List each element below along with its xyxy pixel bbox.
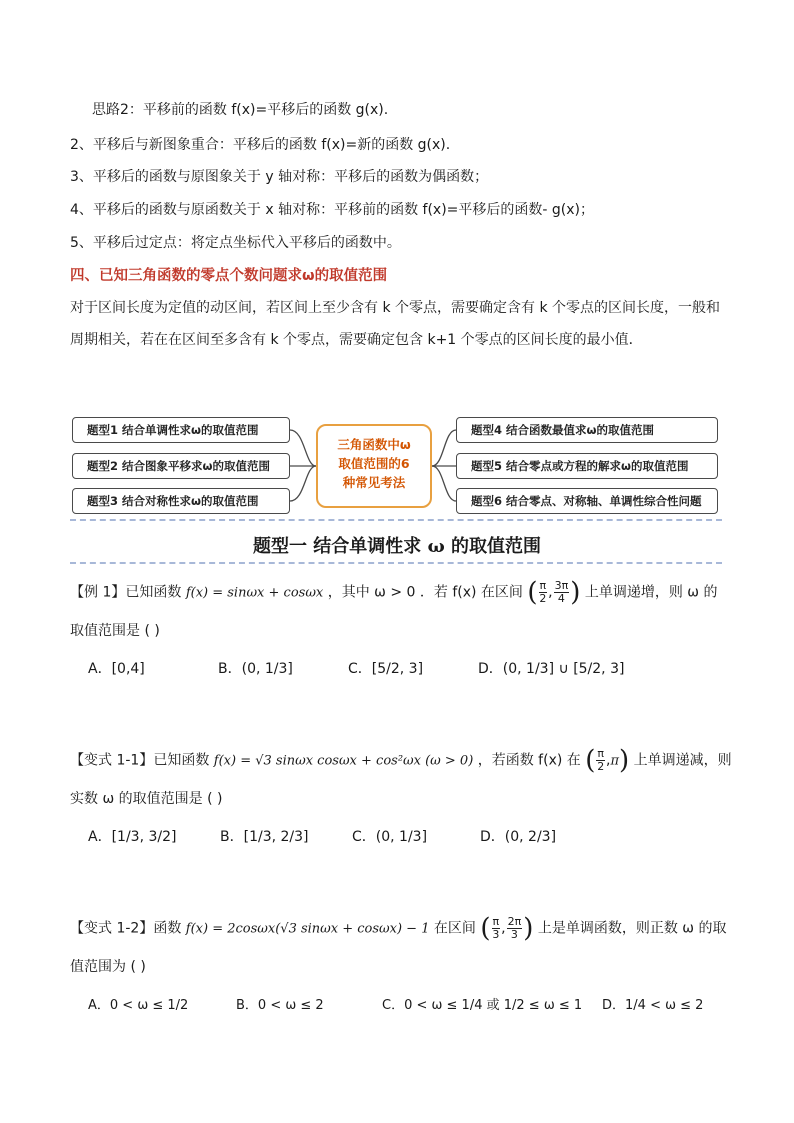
variant-1-2-option-a: A．0 < ω ≤ 1/2	[88, 998, 189, 1013]
mindmap-type-5: 题型5 结合零点或方程的解求ω的取值范围	[456, 453, 718, 479]
variant-1-2-prefix: 【变式 1-2】函数	[70, 920, 182, 937]
variant-1-2-suffix: 上是单调函数，则正数 ω 的取	[537, 920, 727, 937]
variant-1-1-line-1: 【变式 1-1】已知函数 f(x) = √3 sinωx cosωx + cos²ωx (ω > 0) ，若函数 f(x) 在 ( $\frac{\pi}{2}$ ,π) 上单调递减，则	[70, 745, 732, 776]
mindmap-center-line-1: 三角函数中ω	[337, 437, 411, 452]
mindmap-type-2: 题型2 结合图象平移求ω的取值范围	[72, 453, 290, 479]
mindmap-type-3: 题型3 结合对称性求ω的取值范围	[72, 488, 290, 514]
example-1-option-c: C．[5/2, 3]	[348, 661, 424, 677]
variant-1-1-mid: ，若函数 f(x) 在	[477, 752, 581, 769]
variant-1-2-line-1: 【变式 1-2】函数 f(x) = 2cosωx(√3 sinωx + cosωx) − 1 在区间 ( $\frac{\pi}{3}$ , $\frac{2\pi}{3}$ ) 上是单调函数，则正数 ω 的取	[70, 913, 727, 944]
variant-1-2-function: f(x) = 2cosωx(√3 sinωx + cosωx) − 1	[185, 921, 430, 937]
variant-1-1-option-c: C．(0, 1/3]	[352, 829, 428, 845]
variant-1-1-option-a: A．[1/3, 3/2]	[88, 829, 177, 845]
divider-top	[70, 519, 722, 521]
variant-1-1-line-2: 实数 ω 的取值范围是 ( )	[70, 791, 223, 807]
variant-1-1-prefix: 【变式 1-1】已知函数	[70, 752, 210, 769]
line-item-2: 2、平移后与新图象重合：平移后的函数 f(x)=新的函数 g(x).	[70, 137, 451, 153]
mindmap-type-1: 题型1 结合单调性求ω的取值范围	[72, 417, 290, 443]
example-1-mid: ，其中 ω > 0 ．若 f(x) 在区间	[327, 584, 523, 601]
section-4-paragraph: 对于区间长度为定值的动区间，若区间上至少含有 k 个零点，需要确定含有 k 个零点的区间长度，一般和周期相关，若在在区间至多含有 k 个零点，需要确定包含 k+1 个零点的区间长度的最小值．	[70, 300, 721, 348]
divider-bottom	[70, 562, 722, 564]
variant-1-2-options	[88, 994, 728, 1013]
variant-1-1-option-d: D．(0, 2/3]	[480, 829, 557, 845]
mindmap-type-4: 题型4 结合函数最值求ω的取值范围	[456, 417, 718, 443]
example-1-option-b: B．(0, 1/3]	[218, 661, 293, 677]
mindmap-center-line-2: 取值范围的6	[338, 456, 410, 471]
example-1-line-2: 取值范围是 ( )	[70, 623, 160, 639]
variant-1-2-line-2: 值范围为 ( )	[70, 959, 146, 975]
line-idea-2: 思路2：平移前的函数 f(x)=平移后的函数 g(x).	[92, 102, 389, 118]
mindmap-center-line-3: 种常见考法	[342, 475, 406, 490]
variant-1-2-option-d: D．1/4 < ω ≤ 2	[602, 998, 704, 1013]
line-item-4: 4、平移后的函数与原函数关于 x 轴对称：平移前的函数 f(x)=平移后的函数- g(x)；	[70, 202, 595, 218]
example-1-suffix: 上单调递增，则 ω 的	[584, 584, 718, 601]
line-item-3: 3、平移后的函数与原图象关于 y 轴对称：平移后的函数为偶函数；	[70, 169, 489, 185]
variant-1-1-function: f(x) = √3 sinωx cosωx + cos²ωx (ω > 0)	[213, 753, 474, 769]
variant-1-2-option-b: B．0 < ω ≤ 2	[236, 998, 324, 1013]
variant-1-2-option-c: C．0 < ω ≤ 1/4 或 1/2 ≤ ω ≤ 1	[382, 998, 583, 1013]
example-1-line-1: 【例 1】已知函数 f(x) = sinωx + cosωx ，其中 ω > 0 ．若 f(x) 在区间 ( $\frac{\pi}{2}$ , $\frac{3\pi}{4}$ ) 上单调递增，则 ω 的	[70, 577, 718, 608]
example-1-option-a: A．[0,4]	[88, 661, 145, 677]
variant-1-1-options	[88, 826, 728, 846]
example-1-option-d: D．(0, 1/3] ∪ [5/2, 3]	[478, 661, 625, 677]
example-1-function: f(x) = sinωx + cosωx	[185, 585, 324, 601]
variant-1-1-option-b: B．[1/3, 2/3]	[220, 829, 309, 845]
section-4-heading: 四、已知三角函数的零点个数问题求ω的取值范围	[70, 268, 388, 284]
variant-1-2-mid: 在区间	[433, 920, 476, 937]
variant-1-1-suffix: 上单调递减，则	[633, 752, 732, 769]
section-title: 题型一 结合单调性求 ω 的取值范围	[253, 536, 541, 557]
example-1-options	[88, 658, 728, 678]
line-item-5: 5、平移后过定点：将定点坐标代入平移后的函数中。	[70, 235, 401, 251]
mindmap-center	[316, 424, 432, 508]
example-1-prefix: 【例 1】已知函数	[70, 584, 182, 601]
mindmap-type-6: 题型6 结合零点、对称轴、单调性综合性问题	[456, 488, 718, 514]
